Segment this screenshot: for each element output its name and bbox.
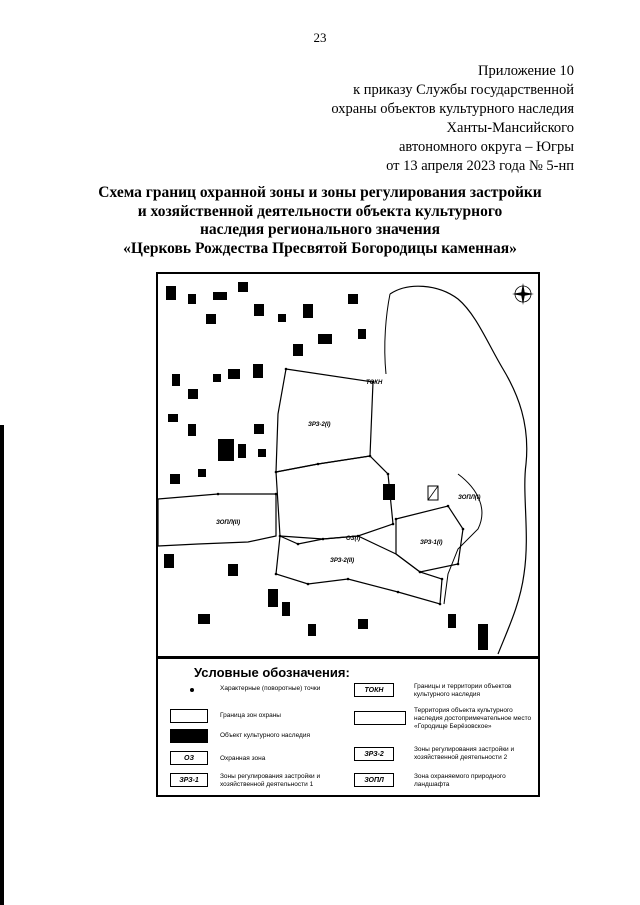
appendix-line: от 13 апреля 2023 года № 5-нп [386, 158, 574, 174]
label-zrz2-upper: ЗРЗ-2(I) [308, 422, 331, 428]
title-line: наследия регионального значения [199, 221, 440, 238]
legend-heritage-symbol [170, 729, 208, 743]
legend-item-text: Объект культурного наследия [220, 732, 310, 739]
legend-item-text: Зона охраняемого природного ландшафта [414, 773, 506, 788]
legend-item-text: Территория объекта культурного наследия достопримечательное место «Городище Берёзовское» [414, 707, 532, 730]
label-zopl-right: ЗОПЛ(I) [458, 495, 481, 501]
page-number: 23 [313, 30, 327, 45]
legend-item-text: Зоны регулирования застройки и хозяйственной деятельности 2 [414, 746, 515, 761]
title-line: Схема границ охранной зоны и зоны регулирования застройки [98, 184, 542, 201]
appendix-line: к приказу Службы государственной [353, 82, 574, 98]
map-legend [156, 657, 540, 797]
legend-title: Условные обозначения: [194, 665, 350, 680]
title-line: и хозяйственной деятельности объекта культурного [137, 202, 503, 220]
label-oz: ОЗ(I) [346, 536, 361, 542]
legend-zopl-symbol: ЗОПЛ [354, 773, 394, 787]
legend-oz-symbol: ОЗ [170, 751, 208, 765]
label-tokn: ТОКН [366, 380, 383, 386]
appendix-header [331, 62, 574, 176]
legend-item-text: Граница зон охраны [220, 712, 281, 719]
point-symbol-icon [190, 688, 194, 692]
legend-zrz2-symbol: ЗРЗ-2 [354, 747, 394, 761]
scan-edge-bar [0, 425, 4, 905]
legend-boundary-symbol [170, 709, 208, 723]
legend-item-text: Характерные (поворотные) точки [220, 685, 321, 692]
label-zrz1: ЗРЗ-1(I) [420, 540, 443, 546]
appendix-line: автономного округа – Югры [398, 139, 574, 155]
legend-zrz1-symbol: ЗРЗ-1 [170, 773, 208, 787]
label-zrz2-lower: ЗРЗ-2(II) [330, 558, 355, 564]
legend-tokn-symbol: ТОКН [354, 683, 394, 697]
zone-map [156, 272, 540, 658]
label-zopl-left: ЗОПЛ(II) [216, 520, 241, 526]
title-line: «Церковь Рождества Пресвятой Богородицы каменная» [123, 239, 517, 257]
legend-item-text: Охранная зона [220, 755, 266, 762]
appendix-line: Ханты-Мансийского [446, 120, 574, 136]
appendix-line: Приложение 10 [478, 63, 574, 79]
document-title [0, 184, 640, 258]
legend-settlement-symbol [354, 711, 406, 725]
map-drawing [158, 274, 538, 656]
legend-item-text: Зоны регулирования застройки и хозяйственной деятельности 1 [220, 773, 321, 788]
appendix-line: охраны объектов культурного наследия [331, 101, 574, 117]
legend-item-text: Границы и территории объектов культурного наследия [414, 683, 512, 698]
